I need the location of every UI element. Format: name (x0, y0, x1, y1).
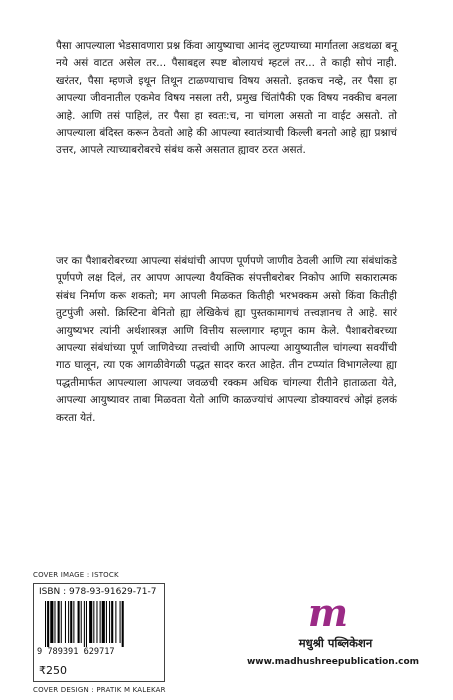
svg-text:m: m (307, 590, 349, 635)
publisher-website-link[interactable]: www.madhushreepublication.com (246, 657, 420, 667)
cover-image-credit: COVER IMAGE : ISTOCK (33, 571, 119, 579)
blurb-paragraph-2: जर का पैशाबरोबरच्या आपल्या संबंधांची आपण पूर्णपणे जाणीव ठेवली आणि त्या संबंधांकडे पूर्णपणे लक्ष दिलं, तर आपण आपल्या वैयक्तिक संपत्तीबरोबर निकोप आणि सकारात्मक संबंध निर्माण करू शकतो; मग आपली मिळकत कितीही भरभक्कम असो किंवा कितीही तुटपुंजी असो. क्रिस्टिना बेनितो ह्या लेखिकेचं ह्या पुस्तकामागचं तत्त्वज्ञानच ते आहे. सारं आयुष्यभर त्यांनी अर्थशास्त्रज्ञ आणि वित्तीय सल्लागार म्हणून काम केले. पैशाबरोबरच्या आपल्या संबंधांच्या पूर्ण जाणिवेच्या तत्त्वांची आणि आपल्या आयुष्यातील चांगल्या सवयींची गाठ घालून, त्या एक आगळीवेगळी पद्धत सादर करत आहेत. तीन टप्प्यांत विभागलेल्या ह्या पद्धतीमार्फत आपल्याला आपल्या जवळची रक्कम अधिक चांगल्या रीतीने हाताळता येते, आपल्या आयुष्यावर ताबा मिळवता येतो आणि काळज्यांचं आपल्या डोक्यावरचं ओझं हलकं करता येतं. (56, 255, 397, 424)
publisher-logo-icon (307, 590, 349, 635)
cover-design-credit: COVER DESIGN : PRATIK M KALEKAR (33, 686, 166, 694)
isbn-barcode-block (33, 583, 165, 682)
publisher-name: मधुश्री पब्लिकेशन (298, 636, 373, 650)
isbn-number: ISBN : 978-93-91629-71-7 (39, 587, 157, 597)
barcode-icon (45, 601, 155, 647)
barcode-digits: 9 789391 629717 (37, 647, 115, 657)
blurb-paragraph-1: पैसा आपल्याला भेडसावणारा प्रश्न किंवा आयुष्याचा आनंद लुटण्याच्या मार्गातला अडथळा बनू नये असं वाटत असेल तर... पैसाबद्दल स्पष्ट बोलायचं म्हटलं तर... ते काही सोपं नाही. खरंतर, पैसा म्हणजे इथून तिथून टाळण्याचाच विषय असतो. इतकच नव्हे, तर पैसा हा आपल्या जीवनातील एकमेव विषय नसला तरी, प्रमुख चिंतांपैकी एक विषय नक्कीच बनला आहे. आणि तसं पाहिलं, तर पैसा हा स्वतः:च, ना चांगला असतो ना वाईट असतो. तो आपल्याला बंदिस्त करून ठेवतो आहे की आपल्या स्वातंत्र्याची किल्ली बनतो आहे ह्या प्रश्नाचं उत्तर, आपले त्याच्याबरोबरचे संबंध कसे असतात ह्यावर ठरत असतं. (56, 40, 397, 157)
price-label: ₹250 (39, 664, 67, 677)
